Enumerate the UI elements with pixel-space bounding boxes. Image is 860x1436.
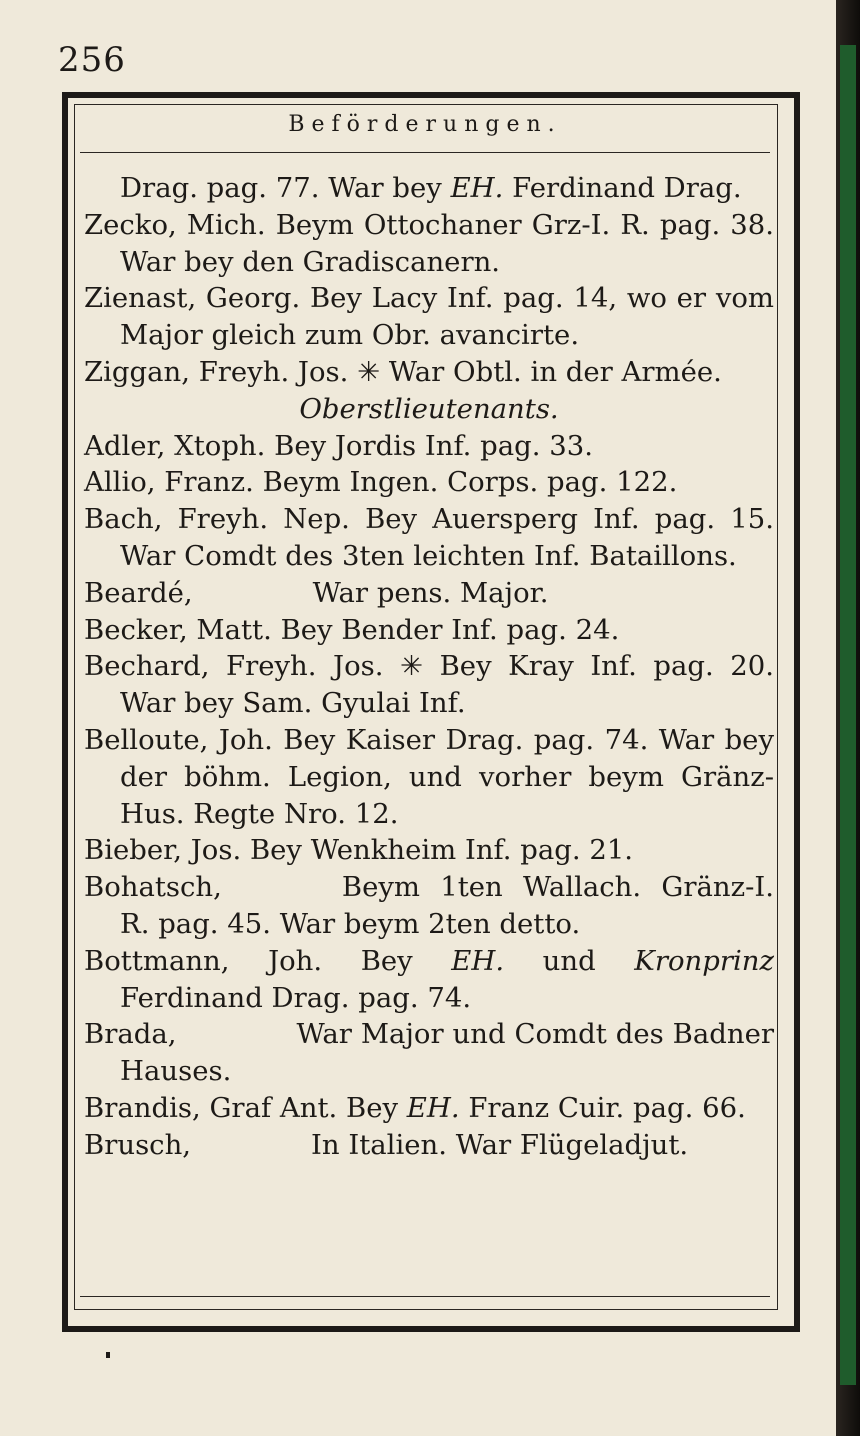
entry: [84, 464, 774, 501]
entry: [84, 280, 774, 354]
entry-name: Bach, Freyh. Nep.: [84, 503, 350, 536]
entry-text: In Italien. War Flügeladjut.: [311, 1128, 689, 1161]
entry-italic: EH.: [450, 172, 504, 204]
page-number: 256: [58, 40, 126, 80]
entry: [84, 354, 774, 391]
entry-text: ✳ War Obtl. in der Armée.: [348, 355, 722, 388]
entry-text: Bey: [322, 944, 452, 977]
entry: [84, 943, 774, 1017]
entry: [84, 869, 774, 943]
entry-italic: EH.: [451, 944, 505, 977]
entry-text: Bey Jordis Inf. pag. 33.: [265, 429, 593, 462]
entry: [84, 501, 774, 575]
footer-rule: [80, 1296, 770, 1297]
entry-name: Brusch,: [84, 1128, 192, 1161]
entry-text: Bey Wenkheim Inf. pag. 21.: [241, 834, 634, 867]
entry: [84, 1090, 774, 1127]
entry-text: Ferdinand Drag.: [503, 172, 742, 204]
section-heading: Oberstlieutenants.: [299, 392, 559, 425]
entries-before-section: [84, 170, 774, 391]
entry-name: Bottmann, Joh.: [84, 944, 323, 977]
entry: [84, 722, 774, 832]
entry-text: War Major und Comdt des Badner Hauses.: [120, 1018, 774, 1088]
entry-text: Franz Cuir. pag. 66.: [459, 1091, 746, 1124]
entry: [84, 428, 774, 465]
entry-name: Bechard, Freyh. Jos.: [84, 650, 384, 683]
entry-name: Brada,: [84, 1018, 177, 1051]
entry-name: Bohatsch,: [84, 871, 222, 904]
entry-name: Allio, Franz.: [84, 466, 254, 499]
entry-name: Brandis, Graf Ant.: [84, 1091, 338, 1124]
entry-text: War pens. Major.: [312, 576, 549, 609]
entry-name: Adler, Xtoph.: [84, 429, 266, 462]
entry: [84, 648, 774, 722]
entry-text: Ferdinand Drag. pag. 74.: [120, 981, 472, 1014]
entry-text: Bey Lacy Inf. pag. 14, wo er vom Major gleich zum Obr. avancirte.: [120, 282, 774, 352]
entry-italic: Kronprinz: [634, 944, 774, 977]
entry-name: Becker, Matt.: [84, 613, 272, 646]
entry-text: Bey: [337, 1091, 407, 1124]
entry-name: Beardé,: [84, 576, 193, 609]
entry-text: Drag. pag. 77. War bey: [120, 172, 451, 204]
entry: [84, 170, 774, 207]
entry: [84, 207, 774, 281]
entry-text: Beym Ottochaner Grz-I. R. pag. 38. War bey den Gradiscanern.: [120, 208, 774, 278]
entry: [84, 1127, 774, 1164]
entry-name: Zecko, Mich.: [84, 208, 266, 241]
entries-oberstlieutenants: [84, 428, 774, 1164]
spine-band: [840, 45, 856, 1385]
entry: [84, 575, 774, 612]
running-head: Beförderungen.: [288, 112, 562, 137]
entry: [84, 1016, 774, 1090]
entry-name: Zienast, Georg.: [84, 282, 301, 315]
entry-name: Ziggan, Freyh. Jos.: [84, 355, 349, 388]
entry-text: Bey Auersperg Inf. pag. 15. War Comdt des 3ten leichten Inf. Bataillons.: [120, 503, 774, 572]
entry-text: ✳ Bey Kray Inf. pag. 20. War bey Sam. Gyulai Inf.: [120, 650, 774, 720]
entry-name: Bieber, Jos.: [84, 834, 242, 867]
entry-text: Beym Ingen. Corps. pag. 122.: [253, 466, 678, 499]
ink-mark: [106, 1352, 110, 1358]
entry: [84, 612, 774, 649]
entry-list: [84, 170, 774, 1164]
entry-name: Belloute, Joh.: [84, 723, 273, 756]
header-rule: [80, 152, 770, 153]
entry: [84, 832, 774, 869]
entry-text: Beym 1ten Wallach. Gränz-I. R. pag. 45. War beym 2ten detto.: [120, 871, 774, 940]
entry-text: und: [504, 944, 635, 977]
entry-text: Bey Bender Inf. pag. 24.: [271, 613, 620, 646]
entry-text: Bey Kaiser Drag. pag. 74. War bey der böhm. Legion, und vorher beym Gränz-Hus. Regte Nro. 12.: [120, 723, 774, 830]
entry-italic: EH.: [406, 1091, 460, 1124]
